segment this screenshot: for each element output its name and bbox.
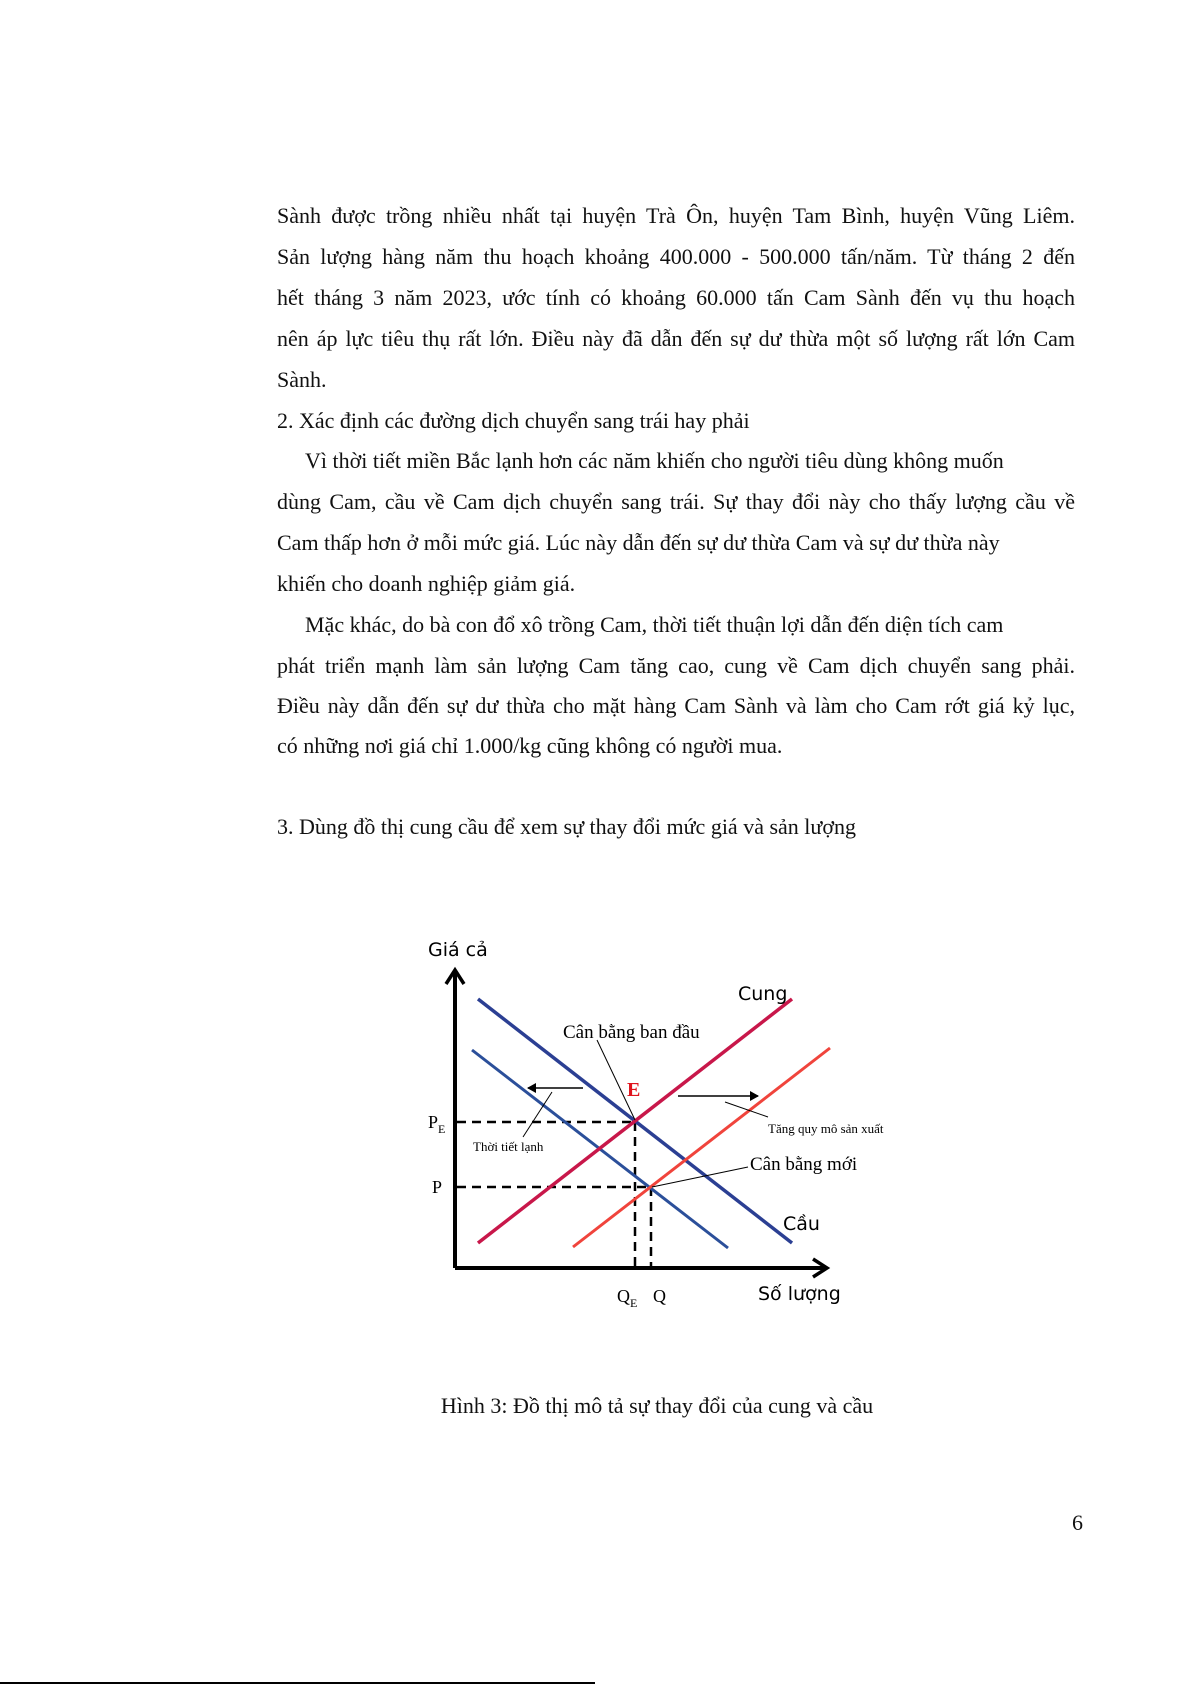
eq-point-label: E xyxy=(627,1079,641,1101)
text-line: Vì thời tiết miền Bắc lạnh hơn các năm khiến cho người tiêu dùng không muốn xyxy=(305,448,1004,473)
y-axis-label: Giá cả xyxy=(428,939,488,961)
section-heading-2: 2. Xác định các đường dịch chuyển sang trái hay phải xyxy=(277,408,750,433)
qe-label: $Q_E$ xyxy=(617,1286,638,1310)
supply-shift-pointer xyxy=(725,1102,768,1117)
p-label: P xyxy=(432,1177,443,1197)
figure-caption: Hình 3: Đồ thị mô tả sự thay đổi của cung và cầu xyxy=(440,1393,874,1418)
text-line: Sành được trồng nhiều nhất tại huyện Trà Ôn, huyện Tam Bình, huyện Vũng Liêm. xyxy=(277,203,1075,228)
demand-shift-label: Thời tiết lạnh xyxy=(473,1139,544,1154)
initial-eq-label: Cân bằng ban đầu xyxy=(563,1022,700,1043)
q-label: Q xyxy=(653,1286,666,1306)
pe-label: $P_E$ xyxy=(428,1112,446,1136)
supply-label: Cung xyxy=(738,983,788,1005)
supply-shift-label: Tăng quy mô sản xuất xyxy=(768,1121,884,1136)
text-line: Sản lượng hàng năm thu hoạch khoảng 400.000 - 500.000 tấn/năm. Từ tháng 2 đến xyxy=(277,244,1075,269)
text-line: Sành. xyxy=(277,367,327,392)
text-line: Cam thấp hơn ở mỗi mức giá. Lúc này dẫn đến sự dư thừa Cam và sự dư thừa này xyxy=(277,530,1000,555)
footnote-separator xyxy=(0,1682,595,1684)
text-line: phát triển mạnh làm sản lượng Cam tăng cao, cung về Cam dịch chuyển sang phải. xyxy=(277,653,1075,678)
section-heading-3: 3. Dùng đồ thị cung cầu để xem sự thay đổi mức giá và sản lượng xyxy=(277,814,856,839)
text-line: dùng Cam, cầu về Cam dịch chuyển sang trái. Sự thay đổi này cho thấy lượng cầu về xyxy=(277,489,1075,514)
x-axis-label: Số lượng xyxy=(758,1283,841,1305)
demand-shift-pointer xyxy=(523,1092,552,1137)
page-number: 6 xyxy=(1072,1510,1083,1535)
text-line: hết tháng 3 năm 2023, ước tính có khoảng 60.000 tấn Cam Sành đến vụ thu hoạch xyxy=(277,285,1075,310)
text-line: nên áp lực tiêu thụ rất lớn. Điều này đã dẫn đến sự dư thừa một số lượng rất lớn Cam xyxy=(277,326,1075,351)
text-line: Điều này dẫn đến sự dư thừa cho mặt hàng Cam Sành và làm cho Cam rớt giá kỷ lục, xyxy=(277,693,1075,718)
text-line: có những nơi giá chỉ 1.000/kg cũng không có người mua. xyxy=(277,733,783,758)
new-eq-label: Cân bằng mới xyxy=(750,1154,858,1175)
demand-label: Cầu xyxy=(783,1213,820,1235)
text-line: Mặc khác, do bà con đổ xô trồng Cam, thời tiết thuận lợi dẫn đến diện tích cam xyxy=(305,612,1004,637)
text-line: khiến cho doanh nghiệp giảm giá. xyxy=(277,571,576,596)
